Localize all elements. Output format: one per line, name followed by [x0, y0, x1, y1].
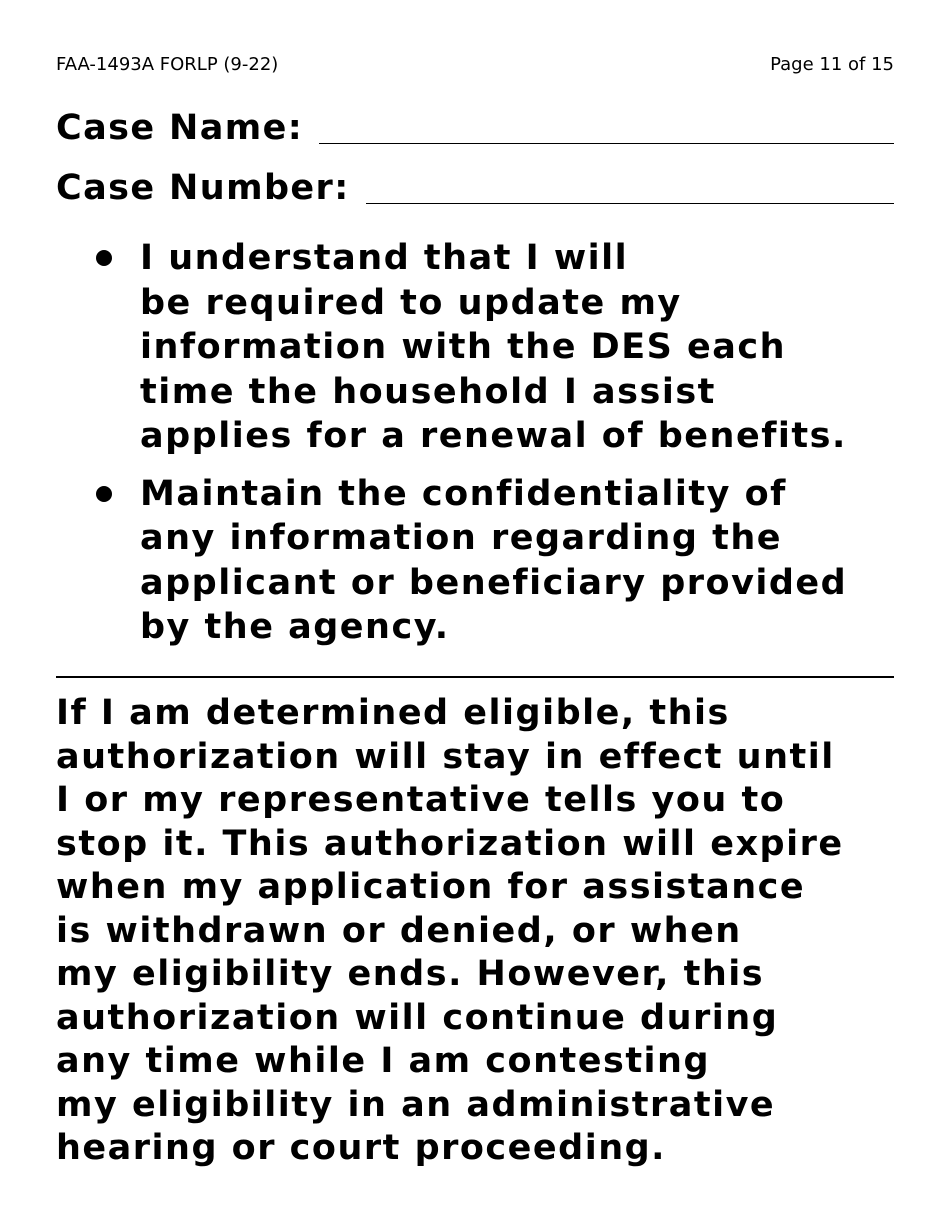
text-line: by the agency.: [140, 607, 450, 647]
text-line: my eligibility in an administrative: [56, 1084, 776, 1125]
page-header: [56, 53, 894, 77]
form-id: FAA-1493A FORLP (9-22): [56, 54, 279, 75]
text-line: when my application for assistance: [56, 867, 806, 907]
authorization-paragraph: [56, 692, 894, 1171]
text-line: is withdrawn or denied, or when: [56, 910, 742, 951]
text-line: time the household I assist: [140, 371, 716, 412]
text-line: my eligibility ends. However, this: [56, 954, 765, 994]
section-divider: [56, 676, 894, 678]
text-line: hearing or court proceeding.: [56, 1128, 666, 1168]
bullet-item-confidentiality: [92, 472, 894, 650]
text-line: any information regarding the: [140, 518, 782, 558]
case-name-label: Case Name:: [56, 108, 304, 148]
case-number-field[interactable]: [366, 203, 894, 204]
text-line: applies for a renewal of benefits.: [140, 416, 847, 456]
bullet-list: [92, 236, 894, 663]
bullet-icon: [96, 486, 112, 502]
text-line: I or my representative tells you to: [56, 780, 786, 820]
case-name-row: [56, 106, 894, 150]
page-number: Page 11 of 15: [770, 54, 894, 75]
case-number-label: Case Number:: [56, 168, 350, 208]
text-line: applicant or beneficiary provided: [140, 562, 848, 603]
text-line: authorization will stay in effect until: [56, 736, 835, 777]
text-line: If I am determined eligible, this: [56, 693, 730, 733]
case-name-field[interactable]: [319, 143, 894, 144]
case-number-row: [56, 166, 894, 210]
text-line: I understand that I will: [140, 238, 629, 278]
text-line: be required to update my: [140, 282, 682, 323]
form-page: [56, 0, 894, 1230]
text-line: any time while I am contesting: [56, 1041, 711, 1081]
bullet-icon: [96, 250, 112, 266]
bullet-text: [140, 472, 894, 650]
text-line: information with the DES each: [140, 327, 787, 367]
text-line: authorization will continue during: [56, 997, 779, 1038]
bullet-text: [140, 236, 894, 459]
text-line: Maintain the confidentiality of: [140, 473, 787, 514]
text-line: stop it. This authorization will expire: [56, 823, 844, 864]
bullet-item-update-info: [92, 236, 894, 459]
